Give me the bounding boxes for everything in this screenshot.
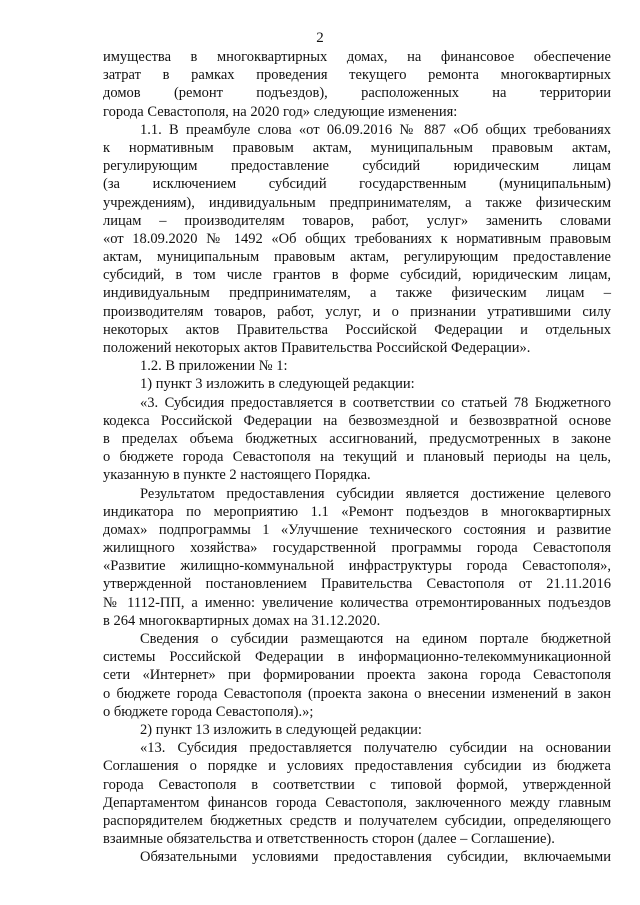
text-line: Результатом предоставления субсидии является достижение целевого: [140, 485, 611, 502]
text-line: Обязательными условиями предоставления субсидии, включаемыми: [140, 849, 611, 866]
text-line: взаимные обязательства и ответственность сторон (далее – Соглашение).: [103, 831, 555, 848]
text-line: некоторых актов Правительства Российской Федерации и отдельных: [103, 321, 611, 338]
text-line: города Севастополя, на 2020 год» следующие изменения:: [103, 103, 458, 120]
text-line: имущества в многоквартирных домах, на финансовое обеспечение: [103, 49, 611, 65]
text-line: № 1112-ПП, а именно: увеличение количества отремонтированных подъездов: [103, 594, 611, 611]
text-line: «3. Субсидия предоставляется в соответствии со статьей 78 Бюджетного: [140, 394, 611, 411]
text-line: домах» подпрограммы 1 «Улучшение технического состояния и развитие: [103, 521, 611, 538]
text-line: сети «Интернет» при формировании проекта закона города Севастополя: [103, 667, 611, 684]
text-line: кодекса Российской Федерации на безвозмездной и безвозвратной основе: [103, 412, 611, 429]
text-line: затрат в рамках проведения текущего ремонта многоквартирных: [103, 67, 611, 84]
text-line: положений некоторых актов Правительства Российской Федерации».: [103, 340, 531, 356]
text-line: о бюджете города Севастополя на текущий и плановый периоды на цель,: [103, 449, 611, 466]
text-line: распорядителем бюджетных средств и получателем субсидии, определяющего: [103, 812, 611, 829]
text-line: 2) пункт 13 изложить в следующей редакции:: [140, 721, 422, 738]
text-line: индивидуальным предпринимателям, а также физическим лицам –: [103, 285, 611, 302]
text-line: в пределах объема бюджетных ассигнований, предусмотренных в законе: [103, 430, 611, 447]
text-line: о бюджете города Севастополя (проекта закона о внесении изменений в закон: [103, 685, 611, 702]
text-line: 1.2. В приложении № 1:: [140, 358, 288, 375]
text-line: производителям товаров, работ, услуг, и о признании утратившими силу: [103, 303, 611, 320]
text-line: «от 18.09.2020 № 1492 «Об общих требованиях к нормативным правовым: [103, 230, 611, 247]
text-line: Сведения о субсидии размещаются на едином портале бюджетной: [140, 631, 611, 647]
document-body: [103, 48, 611, 866]
text-line: «Развитие жилищно-коммунальной инфраструктуры города Севастополя»,: [103, 558, 611, 575]
text-line: указанную в пункте 2 настоящего Порядка.: [103, 467, 371, 484]
text-line: (за исключением субсидий государственным (муниципальным): [103, 176, 611, 193]
text-line: к нормативным правовым актам, муниципальным правовым актам,: [103, 139, 611, 156]
text-line: системы Российской Федерации в информационно-телекоммуникационной: [103, 649, 611, 666]
text-line: актам, муниципальным правовым актам, регулирующим предоставление: [103, 249, 611, 266]
text-line: регулирующим предоставление субсидий юридическим лицам: [103, 158, 611, 175]
text-line: домов (ремонт подъездов), расположенных на территории: [103, 85, 611, 102]
text-line: 1.1. В преамбуле слова «от 06.09.2016 № 887 «Об общих требованиях: [140, 121, 611, 138]
text-line: города Севастополя в соответствии с типовой формой, утвержденной: [103, 776, 611, 793]
text-line: жилищного хозяйства» государственной программы города Севастополя: [103, 540, 611, 557]
text-line: утвержденной постановлением Правительства Севастополя от 21.11.2016: [103, 576, 611, 593]
text-line: Департаментом финансов города Севастополя, заключенного между главным: [103, 794, 611, 811]
text-line: Соглашения о порядке и условиях предоставления субсидии из бюджета: [103, 758, 611, 775]
page-number: 2: [316, 30, 324, 46]
text-line: в 264 многоквартирных домах на 31.12.2020.: [103, 612, 381, 629]
text-line: субсидий, в том числе грантов в форме субсидий, юридическим лицам,: [103, 267, 611, 284]
text-line: учреждениям), индивидуальным предпринимателям, а также физическим: [103, 194, 611, 211]
text-line: лицам – производителям товаров, работ, услуг» заменить словами: [103, 212, 611, 229]
text-line: «13. Субсидия предоставляется получателю субсидии на основании: [140, 740, 611, 757]
text-line: о бюджете города Севастополя).»;: [103, 703, 314, 720]
text-line: индикатора по мероприятию 1.1 «Ремонт подъездов в многоквартирных: [103, 503, 611, 520]
text-line: 1) пункт 3 изложить в следующей редакции:: [140, 376, 415, 393]
